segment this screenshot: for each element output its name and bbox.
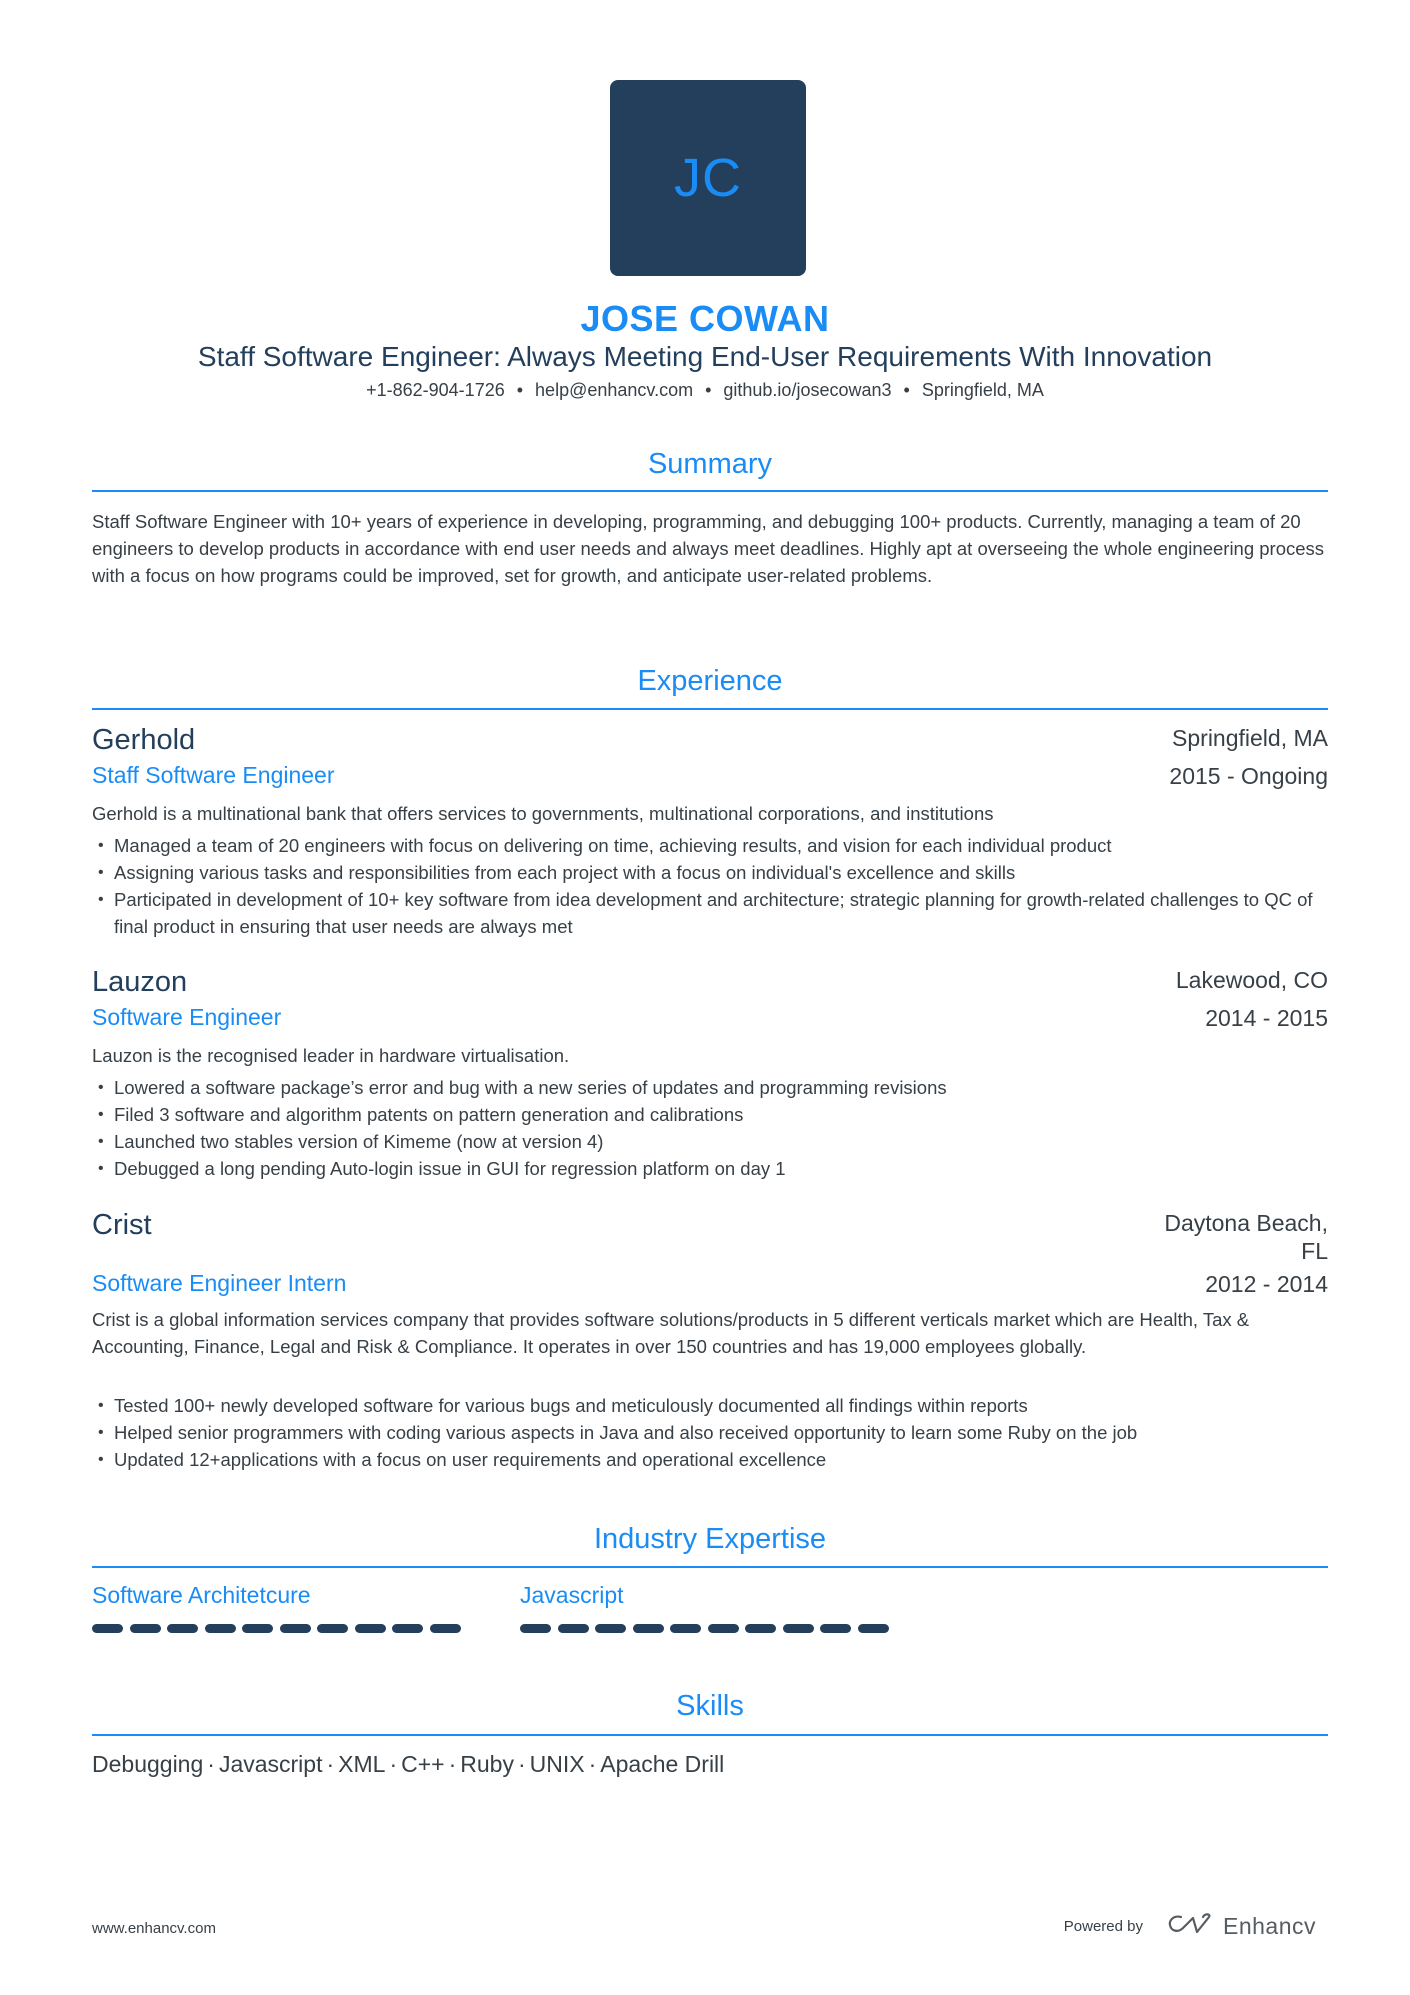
bullet-separator: • bbox=[903, 380, 910, 400]
contact-phone[interactable]: +1-862-904-1726 bbox=[366, 380, 505, 400]
job-location: Lakewood, CO bbox=[1175, 967, 1328, 993]
level-pill bbox=[820, 1624, 851, 1633]
bullet-separator: • bbox=[516, 380, 524, 400]
company-name: Gerhold bbox=[92, 724, 196, 756]
section-divider bbox=[92, 708, 1328, 710]
job-role: Staff Software Engineer bbox=[92, 762, 335, 788]
skill-separator: · bbox=[326, 1751, 335, 1777]
contact-line bbox=[0, 380, 1410, 401]
list-item: • Helped senior programmers with coding various aspects in Java and also received opportunity to learn some Ruby on the job bbox=[92, 1419, 1328, 1446]
candidate-name: JOSE COWAN bbox=[580, 298, 830, 339]
section-divider bbox=[92, 1734, 1328, 1736]
skill-separator: · bbox=[588, 1751, 597, 1777]
skill-item: Ruby bbox=[460, 1751, 514, 1777]
contact-email[interactable]: help@enhancv.com bbox=[535, 380, 694, 400]
brand-name: Enhancv bbox=[1222, 1913, 1316, 1939]
section-title-industry-expertise: Industry Expertise bbox=[593, 1523, 827, 1555]
level-pill bbox=[317, 1624, 348, 1633]
level-pill bbox=[167, 1624, 198, 1633]
expertise-level-bar bbox=[92, 1624, 461, 1633]
job-location: Springfield, MA bbox=[1172, 725, 1328, 751]
job-bullets bbox=[92, 1074, 1328, 1182]
expertise-level-bar bbox=[520, 1624, 889, 1633]
job-location-line1: Daytona Beach, bbox=[1164, 1210, 1328, 1236]
section-divider bbox=[92, 490, 1328, 492]
skill-separator: · bbox=[448, 1751, 457, 1777]
enhancv-logo-icon bbox=[1167, 1912, 1213, 1941]
contact-github[interactable]: github.io/josecowan3 bbox=[723, 380, 892, 400]
level-pill bbox=[92, 1624, 123, 1633]
list-item: • Filed 3 software and algorithm patents on pattern generation and calibrations bbox=[92, 1101, 1328, 1128]
level-pill bbox=[745, 1624, 776, 1633]
job-role: Software Engineer bbox=[92, 1004, 282, 1030]
level-pill bbox=[783, 1624, 814, 1633]
level-pill bbox=[130, 1624, 161, 1633]
footer-website-link[interactable]: www.enhancv.com bbox=[92, 1920, 216, 1937]
company-name: Crist bbox=[92, 1209, 152, 1241]
list-item: • Participated in development of 10+ key software from idea development and architecture; strategic planning for growth-related challenges to QC of final product in ensuring that user needs are always met bbox=[92, 886, 1328, 940]
level-pill bbox=[708, 1624, 739, 1633]
level-pill bbox=[558, 1624, 589, 1633]
job-dates: 2015 - Ongoing bbox=[1169, 763, 1328, 789]
job-role: Software Engineer Intern bbox=[92, 1270, 347, 1296]
level-pill bbox=[430, 1624, 461, 1633]
level-pill bbox=[670, 1624, 701, 1633]
level-pill bbox=[205, 1624, 236, 1633]
skill-item: Apache Drill bbox=[600, 1751, 725, 1777]
list-item: • Updated 12+applications with a focus on user requirements and operational excellence bbox=[92, 1446, 1328, 1473]
skill-item: UNIX bbox=[529, 1751, 585, 1777]
list-item: • Managed a team of 20 engineers with focus on delivering on time, achieving results, and vision for each individual product bbox=[92, 832, 1328, 859]
level-pill bbox=[242, 1624, 273, 1633]
powered-by-label: Powered by bbox=[1063, 1918, 1143, 1935]
list-item: • Tested 100+ newly developed software for various bugs and meticulously documented all findings within reports bbox=[92, 1392, 1328, 1419]
job-description: Gerhold is a multinational bank that offers services to governments, multinational corporations, and institutions bbox=[92, 803, 994, 824]
skill-item: XML bbox=[338, 1751, 386, 1777]
level-pill bbox=[595, 1624, 626, 1633]
section-title-experience: Experience bbox=[637, 665, 783, 697]
job-bullets bbox=[92, 832, 1328, 940]
level-pill bbox=[280, 1624, 311, 1633]
footer-branding[interactable] bbox=[1064, 1912, 1316, 1941]
level-pill bbox=[355, 1624, 386, 1633]
job-dates: 2014 - 2015 bbox=[1205, 1005, 1328, 1031]
job-description: Lauzon is the recognised leader in hardware virtualisation. bbox=[92, 1045, 570, 1066]
expertise-label: Javascript bbox=[520, 1582, 624, 1608]
section-title-skills: Skills bbox=[676, 1690, 744, 1722]
avatar-initials: JC bbox=[674, 148, 742, 208]
level-pill bbox=[858, 1624, 889, 1633]
job-location-line2: FL bbox=[1301, 1238, 1328, 1264]
list-item: • Lowered a software package’s error and bug with a new series of updates and programming revisions bbox=[92, 1074, 1328, 1101]
company-name: Lauzon bbox=[92, 966, 188, 998]
level-pill bbox=[633, 1624, 664, 1633]
skill-item: C++ bbox=[401, 1751, 445, 1777]
level-pill bbox=[392, 1624, 423, 1633]
job-description: Crist is a global information services company that provides software solutions/products in 5 different verticals market which are Health, Tax & Accounting, Finance, Legal and Risk & Compliance. It operates in over 150 countries and has 19,000 employees globally. bbox=[92, 1309, 1250, 1357]
section-divider bbox=[92, 1566, 1328, 1568]
job-dates: 2012 - 2014 bbox=[1205, 1271, 1328, 1297]
job-bullets bbox=[92, 1392, 1328, 1473]
summary-text: Staff Software Engineer with 10+ years of experience in developing, programming, and debugging 100+ products. Currently, managing a team of 20 engineers to develop products in accordance with end user needs and always meet deadlines. Highly apt at overseeing the whole engineering process with a focus on how programs could be improved, set for growth, and anticipate user-related problems. bbox=[92, 511, 1325, 586]
section-title-summary: Summary bbox=[647, 448, 773, 480]
expertise-label: Software Architetcure bbox=[92, 1582, 311, 1608]
level-pill bbox=[520, 1624, 551, 1633]
skills-list bbox=[92, 1751, 724, 1778]
bullet-separator: • bbox=[705, 380, 712, 400]
job-location bbox=[1164, 1209, 1328, 1265]
contact-location: Springfield, MA bbox=[921, 380, 1044, 400]
list-item: • Debugged a long pending Auto-login issue in GUI for regression platform on day 1 bbox=[92, 1155, 1328, 1182]
skill-item: Debugging bbox=[92, 1751, 204, 1777]
skill-separator: · bbox=[517, 1751, 526, 1777]
avatar bbox=[610, 80, 806, 276]
headline: Staff Software Engineer: Always Meeting End-User Requirements With Innovation bbox=[197, 341, 1213, 372]
skill-separator: · bbox=[389, 1751, 398, 1777]
list-item: • Assigning various tasks and responsibilities from each project with a focus on individual's excellence and skills bbox=[92, 859, 1328, 886]
skill-separator: · bbox=[207, 1751, 215, 1777]
skill-item: Javascript bbox=[218, 1751, 323, 1777]
list-item: • Launched two stables version of Kimeme (now at version 4) bbox=[92, 1128, 1328, 1155]
